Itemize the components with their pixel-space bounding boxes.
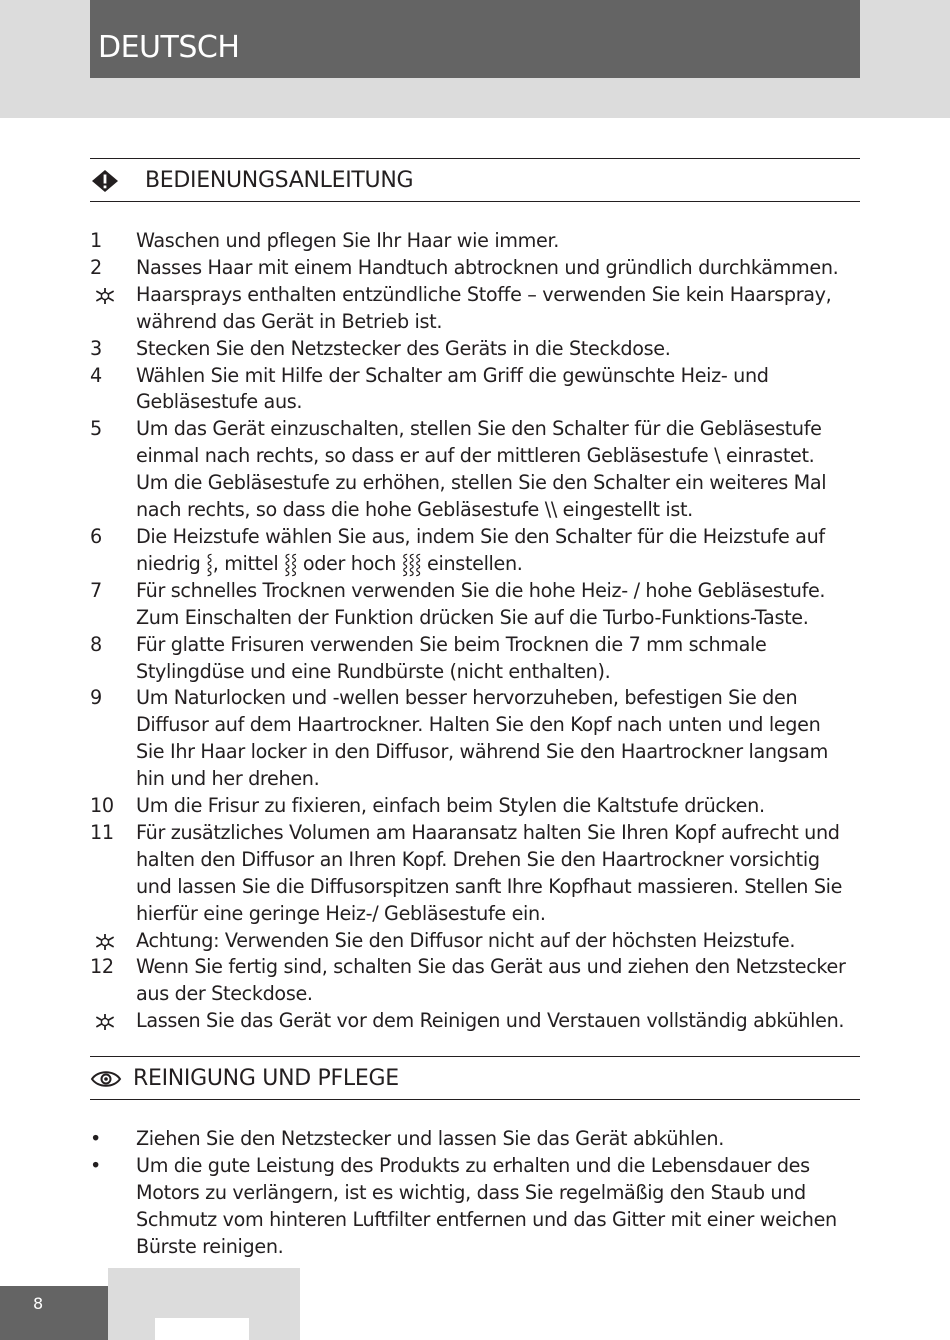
step-text: halten den Diffusor an Ihren Kopf. Drehen Sie den Haartrockner vorsichtig xyxy=(136,847,820,871)
step-line xyxy=(90,712,860,739)
section-cleaning-care xyxy=(90,1056,860,1100)
step-text: Für glatte Frisuren verwenden Sie beim Trocknen die 7 mm schmale xyxy=(136,632,767,656)
step-line xyxy=(90,847,860,874)
step-text: Stecken Sie den Netzstecker des Geräts in die Steckdose. xyxy=(136,336,671,360)
step-line xyxy=(90,874,860,901)
step-line xyxy=(90,766,860,793)
step-text: Gebläsestufe aus. xyxy=(136,390,303,414)
list-marker: 12 xyxy=(90,955,114,979)
list-marker: 1 xyxy=(90,229,102,252)
step-text: Um das Gerät einzuschalten, stellen Sie den Schalter für die Gebläsestufe xyxy=(136,417,822,441)
cleaning-item-text: Bürste reinigen. xyxy=(136,1234,284,1258)
step-text: Achtung: Verwenden Sie den Diffusor nicht auf der höchsten Heizstufe. xyxy=(136,928,796,952)
step-text: Für zusätzliches Volumen am Haaransatz halten Sie Ihren Kopf aufrecht und xyxy=(136,820,840,844)
cleaning-item-text: Ziehen Sie den Netzstecker und lassen Sie das Gerät abkühlen. xyxy=(136,1127,724,1150)
step-text: Stylingdüse und eine Rundbürste (nicht enthalten). xyxy=(136,659,611,683)
step-line xyxy=(90,282,860,309)
list-marker: • xyxy=(90,1127,101,1150)
list-marker: 6 xyxy=(90,524,102,548)
step-line xyxy=(90,578,860,605)
step-line xyxy=(90,632,860,659)
section-title: BEDIENUNGSANLEITUNG xyxy=(145,168,414,193)
cleaning-item-line xyxy=(90,1126,860,1153)
section-operating-instructions xyxy=(90,158,860,202)
step-text: Haarsprays enthalten entzündliche Stoffe – verwenden Sie kein Haarspray, xyxy=(136,282,832,306)
step-line xyxy=(90,255,860,282)
step-text: Wählen Sie mit Hilfe der Schalter am Griff die gewünschte Heiz- und xyxy=(136,363,769,387)
list-marker: 2 xyxy=(90,255,102,279)
step-text: aus der Steckdose. xyxy=(136,982,313,1006)
step-line xyxy=(90,793,860,820)
step-line xyxy=(90,389,860,416)
step-text: Um die Gebläsestufe zu erhöhen, stellen Sie den Schalter ein weiteres Mal xyxy=(136,471,827,495)
cleaning-list xyxy=(90,1126,860,1261)
step-line xyxy=(90,981,860,1008)
step-text: Nasses Haar mit einem Handtuch abtrocknen und gründlich durchkämmen. xyxy=(136,255,839,279)
step-text: nach rechts, so dass die hohe Gebläsestufe \\ eingestellt ist. xyxy=(136,498,693,522)
step-text: einmal nach rechts, so dass er auf der mittleren Gebläsestufe \ einrastet. xyxy=(136,444,815,468)
step-line xyxy=(90,901,860,928)
list-marker: 11 xyxy=(90,820,114,844)
list-marker: 3 xyxy=(90,336,102,360)
cleaning-item-text: Schmutz vom hinteren Luftfilter entfernen und das Gitter mit einer weichen xyxy=(136,1207,837,1231)
list-marker: 9 xyxy=(90,686,102,710)
step-line xyxy=(90,928,860,955)
step-text: Für schnelles Trocknen verwenden Sie die hohe Heiz- / hohe Gebläsestufe. xyxy=(136,578,826,602)
step-line xyxy=(90,739,860,766)
step-line xyxy=(90,685,860,712)
step-line xyxy=(90,524,860,551)
step-line xyxy=(90,1008,860,1035)
list-marker: 5 xyxy=(90,417,102,441)
step-line xyxy=(90,443,860,470)
step-line xyxy=(90,470,860,497)
list-marker: 4 xyxy=(90,363,102,387)
step-text: Um die Frisur zu fixieren, einfach beim Stylen die Kaltstufe drücken. xyxy=(136,794,765,818)
step-text: Sie Ihr Haar locker in den Diffusor, während Sie den Haartrockner langsam xyxy=(136,740,828,764)
step-text: Waschen und pflegen Sie Ihr Haar wie immer. xyxy=(136,229,559,252)
step-text: Die Heizstufe wählen Sie aus, indem Sie den Schalter für die Heizstufe auf xyxy=(136,524,825,548)
language-header: DEUTSCH xyxy=(90,0,860,78)
warning-diamond-icon xyxy=(90,170,120,192)
step-line xyxy=(90,551,860,578)
list-marker: 10 xyxy=(90,794,114,818)
step-text: Diffusor auf dem Haartrockner. Halten Sie den Kopf nach unten und legen xyxy=(136,713,821,737)
step-text: Um Naturlocken und -wellen besser hervorzuheben, befestigen Sie den xyxy=(136,686,798,710)
list-marker: • xyxy=(90,1153,101,1177)
step-text: während das Gerät in Betrieb ist. xyxy=(136,309,443,333)
step-text: niedrig ⸾, mittel ⸾⸾ oder hoch ⸾⸾⸾ einstellen. xyxy=(136,551,523,575)
cleaning-item-text: Um die gute Leistung des Produkts zu erhalten und die Lebensdauer des xyxy=(136,1153,810,1177)
step-text: hin und her drehen. xyxy=(136,767,320,791)
list-marker: 8 xyxy=(90,632,102,656)
step-text: Wenn Sie fertig sind, schalten Sie das Gerät aus und ziehen den Netzstecker xyxy=(136,955,846,979)
step-line xyxy=(90,820,860,847)
cleaning-item-line xyxy=(90,1207,860,1234)
eye-icon xyxy=(90,1068,120,1090)
cleaning-item-line xyxy=(90,1234,860,1261)
step-line xyxy=(90,363,860,390)
step-text: hierfür eine geringe Heiz-/ Gebläsestufe ein. xyxy=(136,901,546,925)
step-line xyxy=(90,605,860,632)
step-text: Zum Einschalten der Funktion drücken Sie auf die Turbo-Funktions-Taste. xyxy=(136,605,809,629)
cleaning-item-line xyxy=(90,1153,860,1180)
step-text: und lassen Sie die Diffusorspitzen sanft Ihre Kopfhaut massieren. Stellen Sie xyxy=(136,874,843,898)
step-line xyxy=(90,336,860,363)
step-line xyxy=(90,659,860,686)
step-line xyxy=(90,309,860,336)
step-line xyxy=(90,228,860,255)
step-line xyxy=(90,416,860,443)
list-marker: 7 xyxy=(90,578,102,602)
step-text: Lassen Sie das Gerät vor dem Reinigen und Verstauen vollständig abkühlen. xyxy=(136,1009,845,1033)
step-line xyxy=(90,497,860,524)
page-number: 8 xyxy=(0,1286,108,1340)
footer-gap xyxy=(155,1318,249,1340)
section-title: REINIGUNG UND PFLEGE xyxy=(133,1066,399,1091)
operating-steps-list xyxy=(90,228,860,1035)
cleaning-item-text: Motors zu verlängern, ist es wichtig, dass Sie regelmäßig den Staub und xyxy=(136,1180,806,1204)
cleaning-item-line xyxy=(90,1180,860,1207)
step-line xyxy=(90,954,860,981)
